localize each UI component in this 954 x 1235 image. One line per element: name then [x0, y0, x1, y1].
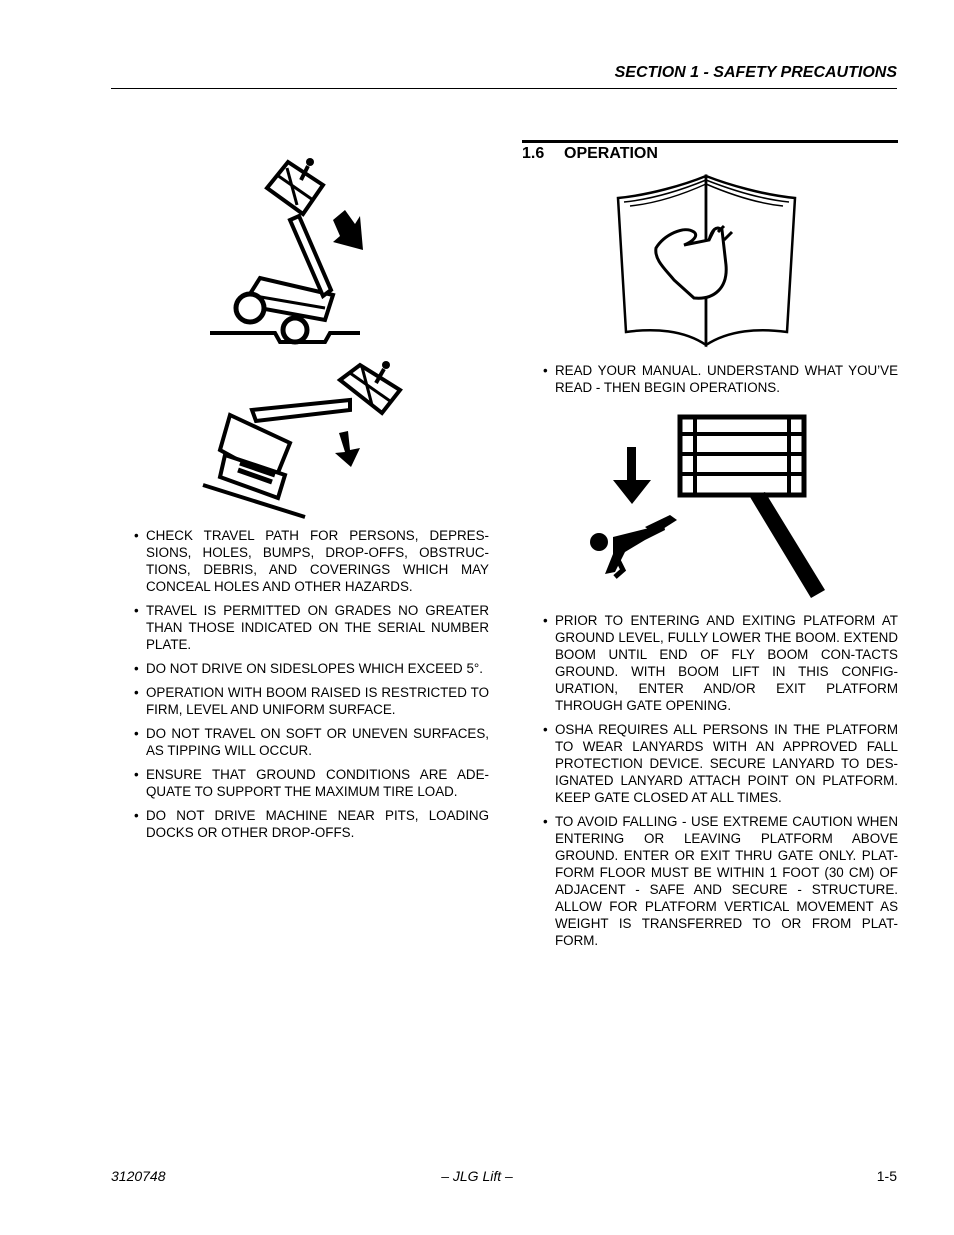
section-rule — [522, 140, 898, 143]
read-manual-icon — [614, 170, 799, 348]
header-rule — [111, 88, 897, 89]
footer-page-number: 1-5 — [876, 1168, 897, 1184]
manual-bullet — [543, 362, 898, 403]
list-item: • TRAVEL IS PERMITTED ON GRADES NO GREATER THAN THOSE INDICATED ON THE SERIAL NUMBER PLATE. — [134, 602, 489, 653]
right-column-bullets — [543, 612, 898, 956]
list-item: • ENSURE THAT GROUND CONDITIONS ARE ADE-QUATE TO SUPPORT THE MAXIMUM TIRE LOAD. — [134, 766, 489, 800]
list-item: • DO NOT DRIVE ON SIDESLOPES WHICH EXCEED 5°. — [134, 660, 489, 677]
section-number: 1.6 — [522, 145, 545, 162]
boom-lift-tipping-slope-icon — [200, 355, 410, 520]
list-item: • OPERATION WITH BOOM RAISED IS RESTRICTED TO FIRM, LEVEL AND UNIFORM SURFACE. — [134, 684, 489, 718]
list-item: • CHECK TRAVEL PATH FOR PERSONS, DEPRES-SIONS, HOLES, BUMPS, DROP-OFFS, OBSTRUC-TIONS, DEBRIS, AND COVERINGS WHICH MAY CONCEAL HOLES AND OTHER HAZARDS. — [134, 527, 489, 595]
list-item: • READ YOUR MANUAL. UNDERSTAND WHAT YOU’VE READ - THEN BEGIN OPERATIONS. — [543, 362, 898, 396]
left-column-bullets — [134, 527, 489, 848]
list-item: • PRIOR TO ENTERING AND EXITING PLATFORM AT GROUND LEVEL, FULLY LOWER THE BOOM. EXTEND BOOM UNTIL END OF FLY BOOM CON-TACTS GROUND. WITH BOOM LIFT IN THIS CONFIG-URATION, ENTER AND/OR EXIT PLATFORM THROUGH GATE OPENING. — [543, 612, 898, 714]
list-item: • DO NOT DRIVE MACHINE NEAR PITS, LOADING DOCKS OR OTHER DROP-OFFS. — [134, 807, 489, 841]
list-item: • DO NOT TRAVEL ON SOFT OR UNEVEN SURFACES, AS TIPPING WILL OCCUR. — [134, 725, 489, 759]
section-title: OPERATION — [564, 145, 658, 162]
footer-publisher: – JLG Lift – — [441, 1168, 513, 1184]
list-item: • OSHA REQUIRES ALL PERSONS IN THE PLATFORM TO WEAR LANYARDS WITH AN APPROVED FALL PROTECTION DEVICE. SECURE LANYARD TO DES-IGNATED LANYARD ATTACH POINT ON PLATFORM. KEEP GATE CLOSED AT ALL TIMES. — [543, 721, 898, 806]
list-item: • TO AVOID FALLING - USE EXTREME CAUTION WHEN ENTERING OR LEAVING PLATFORM ABOVE GROUND. ENTER OR EXIT THRU GATE ONLY. PLAT-FORM FLOOR MUST BE WITHIN 1 FOOT (30 CM) OF ADJACENT - SAFE AND SECURE - STRUCTURE. ALLOW FOR PLATFORM VERTICAL MOVEMENT AS WEIGHT IS TRANSFERRED TO OR FROM PLAT-FORM. — [543, 813, 898, 949]
footer-doc-number: 3120748 — [111, 1168, 166, 1184]
boom-lift-tipping-pothole-icon — [205, 150, 365, 350]
section-heading — [522, 145, 658, 163]
section-header-title: SECTION 1 - SAFETY PRECAUTIONS — [614, 64, 897, 81]
platform-fall-hazard-icon — [585, 412, 815, 602]
